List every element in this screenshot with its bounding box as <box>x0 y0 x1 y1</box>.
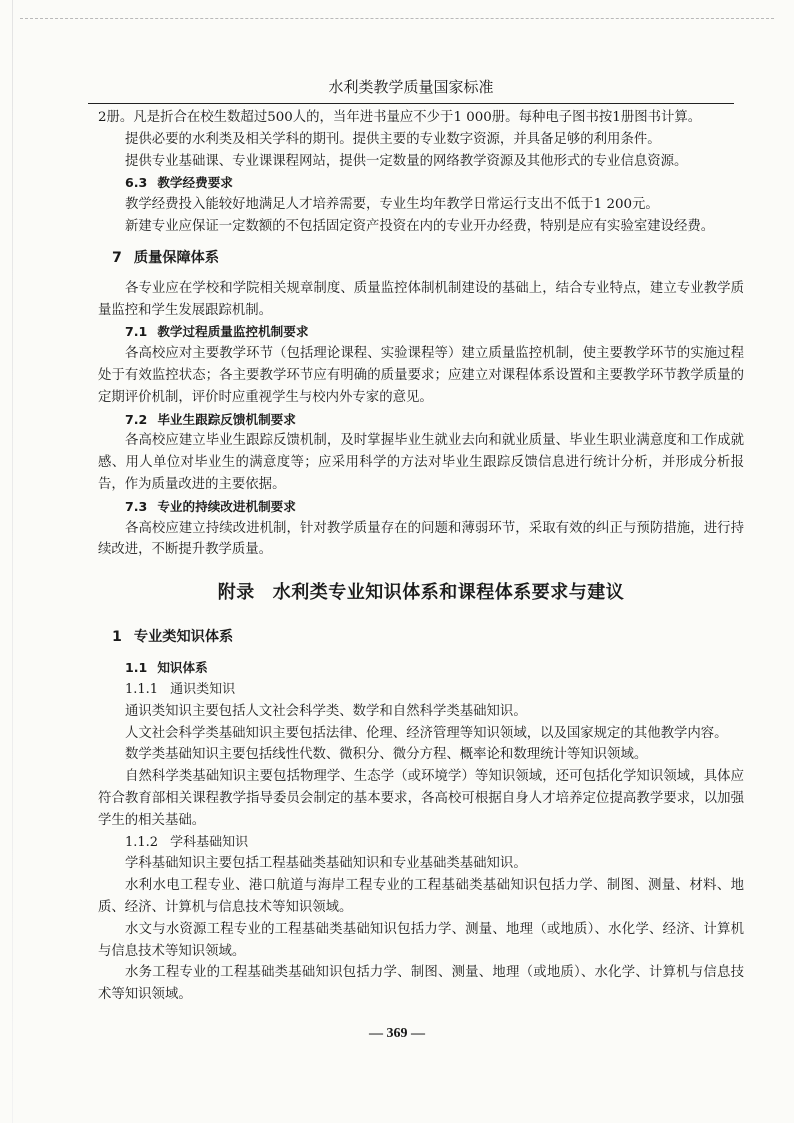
section-number: 6.3 <box>125 175 148 191</box>
section-title: 专业的持续改进机制要求 <box>157 498 296 514</box>
page-content <box>98 107 744 1006</box>
section-title: 教学经费要求 <box>157 175 233 191</box>
section-heading-1 <box>98 623 744 651</box>
section-heading-7-2 <box>98 409 744 431</box>
paragraph: 教学经费投入能较好地满足人才培养需要，专业生均年教学日常运行支出不低于1 200元。 <box>125 197 659 213</box>
section-title: 毕业生跟踪反馈机制要求 <box>157 411 296 427</box>
appendix-title <box>98 579 744 607</box>
page-number: — 369 — <box>369 1026 425 1041</box>
section-heading-1-1-1 <box>98 679 744 701</box>
section-title: 通识类知识 <box>170 681 236 697</box>
section-number: 7.3 <box>125 498 148 514</box>
paragraph: 学科基础知识主要包括工程基础类基础知识和专业基础类基础知识。 <box>125 856 527 872</box>
paragraph: 提供必要的水利类及相关学科的期刊。提供主要的专业数字资源，并具备足够的利用条件。 <box>125 131 661 147</box>
paragraph: 各专业应在学校和学院相关规章制度、质量监控体制机制建设的基础上，结合专业特点，建立专业教学质量监控和学生发展跟踪机制。 <box>98 280 744 318</box>
scan-edge-left <box>12 0 13 1123</box>
scan-edge-top <box>20 18 774 19</box>
section-title: 知识体系 <box>157 660 208 676</box>
section-heading-7 <box>98 244 744 272</box>
paragraph: 各高校应对主要教学环节（包括理论课程、实验课程等）建立质量监控机制，使主要教学环节的实施过程处于有效监控状态；各主要教学环节应有明确的质量要求；应建立对课程体系设置和主要教学环节教学质量的定期评价机制，评价时应重视学生与校内外专家的意见。 <box>98 346 744 405</box>
paragraph: 新建专业应保证一定数额的不包括固定资产投资在内的专业开办经费，特别是应有实验室建设经费。 <box>125 218 715 234</box>
section-title: 专业类知识体系 <box>133 629 234 646</box>
paragraph: 数学类基础知识主要包括线性代数、微积分、微分方程、概率论和数理统计等知识领域。 <box>125 747 648 763</box>
section-number: 1.1.1 <box>125 681 159 697</box>
paragraph: 2册。凡是折合在校生数超过500人的，当年进书量应不少于1 000册。每种电子图书按1册图书计算。 <box>98 110 702 125</box>
appendix-label: 附录 <box>217 582 255 604</box>
paragraph: 水利水电工程专业、港口航道与海岸工程专业的工程基础类基础知识包括力学、制图、测量、材料、地质、经济、计算机与信息技术等知识领域。 <box>98 878 744 915</box>
paragraph: 各高校应建立毕业生跟踪反馈机制，及时掌握毕业生就业去向和就业质量、毕业生职业满意度和工作成就感、用人单位对毕业生的满意度等；应采用科学的方法对毕业生跟踪反馈信息进行统计分析，并形成分析报告，作为质量改进的主要依据。 <box>98 433 744 492</box>
paragraph: 水文与水资源工程专业的工程基础类基础知识包括力学、测量、地理（或地质）、水化学、经济、计算机与信息技术等知识领域。 <box>98 921 744 959</box>
section-heading-1-1 <box>98 657 744 679</box>
section-heading-6-3 <box>98 172 744 194</box>
paragraph: 通识类知识主要包括人文社会科学类、数学和自然科学类基础知识。 <box>125 703 527 719</box>
section-number: 1.1 <box>125 660 148 676</box>
section-title: 学科基础知识 <box>170 834 249 850</box>
paragraph: 水务工程专业的工程基础类基础知识包括力学、制图、测量、地理（或地质）、水化学、计算机与信息技术等知识领域。 <box>98 965 744 1003</box>
paragraph: 提供专业基础课、专业课课程网站，提供一定数量的网络教学资源及其他形式的专业信息资源。 <box>125 153 688 169</box>
section-heading-7-3 <box>98 496 744 518</box>
section-title: 质量保障体系 <box>133 249 220 266</box>
section-heading-1-1-2 <box>98 832 744 854</box>
section-number: 7.1 <box>125 324 148 340</box>
section-number: 7.2 <box>125 411 148 427</box>
section-number: 1 <box>112 629 122 646</box>
paragraph: 人文社会科学类基础知识主要包括法律、伦理、经济管理等知识领域，以及国家规定的其他教学内容。 <box>125 725 728 741</box>
section-heading-7-1 <box>98 321 744 343</box>
section-number: 1.1.2 <box>125 834 159 850</box>
section-number: 7 <box>112 249 122 266</box>
paragraph: 自然科学类基础知识主要包括物理学、生态学（或环境学）等知识领域，还可包括化学知识领域，具体应符合教育部相关课程教学指导委员会制定的基本要求，各高校可根据自身人才培养定位提高教学要求，以加强学生的相关基础。 <box>98 769 744 828</box>
appendix-heading-text: 水利类专业知识体系和课程体系要求与建议 <box>272 582 625 604</box>
paragraph: 各高校应建立持续改进机制，针对教学质量存在的问题和薄弱环节，采取有效的纠正与预防措施，进行持续改进，不断提升教学质量。 <box>98 520 744 558</box>
running-header: 水利类教学质量国家标准 <box>88 76 734 104</box>
section-title: 教学过程质量监控机制要求 <box>157 324 309 340</box>
